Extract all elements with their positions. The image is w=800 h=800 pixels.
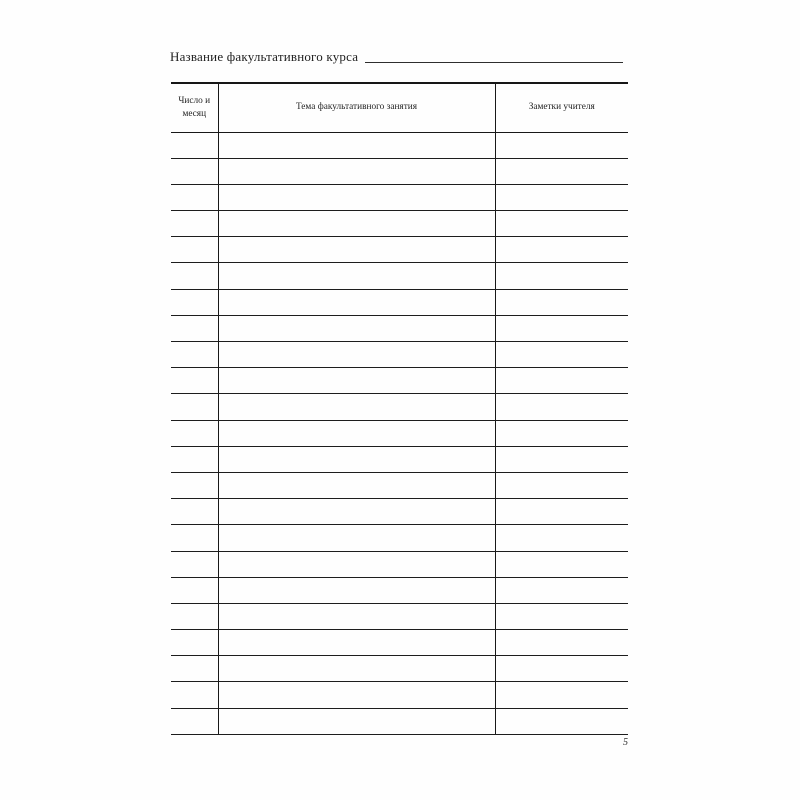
blank-cell-topic <box>218 342 495 368</box>
course-title-row <box>170 48 623 65</box>
blank-cell-topic <box>218 499 495 525</box>
blank-cell-notes <box>495 630 628 656</box>
table-row <box>171 472 628 498</box>
blank-cell-topic <box>218 472 495 498</box>
table-row <box>171 184 628 210</box>
blank-cell-topic <box>218 184 495 210</box>
blank-cell-notes <box>495 342 628 368</box>
blank-cell-topic <box>218 158 495 184</box>
blank-cell-date <box>171 551 218 577</box>
blank-cell-date <box>171 446 218 472</box>
blank-cell-topic <box>218 525 495 551</box>
table-row <box>171 708 628 734</box>
table-row <box>171 394 628 420</box>
blank-cell-topic <box>218 132 495 158</box>
page-title: Название факультативного курса <box>170 49 359 64</box>
blank-cell-topic <box>218 630 495 656</box>
blank-cell-topic <box>218 708 495 734</box>
table-row <box>171 158 628 184</box>
blank-cell-date <box>171 158 218 184</box>
table-row <box>171 499 628 525</box>
blank-cell-topic <box>218 682 495 708</box>
column-header-topic: Тема факультативного занятия <box>218 83 495 132</box>
blank-cell-date <box>171 525 218 551</box>
blank-cell-notes <box>495 708 628 734</box>
blank-cell-notes <box>495 682 628 708</box>
blank-cell-date <box>171 577 218 603</box>
blank-cell-topic <box>218 551 495 577</box>
blank-cell-date <box>171 708 218 734</box>
blank-cell-notes <box>495 315 628 341</box>
blank-cell-topic <box>218 289 495 315</box>
blank-cell-notes <box>495 472 628 498</box>
blank-cell-date <box>171 630 218 656</box>
blank-cell-notes <box>495 211 628 237</box>
table-row <box>171 289 628 315</box>
table-body <box>171 132 628 735</box>
blank-cell-topic <box>218 446 495 472</box>
table-row <box>171 577 628 603</box>
blank-cell-topic <box>218 211 495 237</box>
column-header-date: Число и месяц <box>171 83 218 132</box>
table-row <box>171 420 628 446</box>
blank-cell-notes <box>495 577 628 603</box>
blank-cell-notes <box>495 184 628 210</box>
table-row <box>171 263 628 289</box>
blank-cell-date <box>171 656 218 682</box>
blank-cell-date <box>171 132 218 158</box>
blank-cell-topic <box>218 420 495 446</box>
blank-cell-topic <box>218 315 495 341</box>
blank-cell-notes <box>495 263 628 289</box>
table-header-row <box>171 83 628 132</box>
blank-cell-date <box>171 472 218 498</box>
blank-cell-notes <box>495 132 628 158</box>
blank-cell-date <box>171 263 218 289</box>
blank-cell-notes <box>495 394 628 420</box>
blank-cell-notes <box>495 656 628 682</box>
blank-cell-notes <box>495 551 628 577</box>
table-row <box>171 551 628 577</box>
table-row <box>171 525 628 551</box>
blank-cell-topic <box>218 603 495 629</box>
blank-cell-notes <box>495 158 628 184</box>
table-row <box>171 603 628 629</box>
blank-cell-date <box>171 682 218 708</box>
lessons-table <box>171 82 628 735</box>
blank-cell-date <box>171 237 218 263</box>
blank-cell-topic <box>218 237 495 263</box>
blank-cell-date <box>171 184 218 210</box>
blank-cell-notes <box>495 289 628 315</box>
blank-cell-date <box>171 342 218 368</box>
table-row <box>171 342 628 368</box>
table-row <box>171 132 628 158</box>
table-row <box>171 211 628 237</box>
blank-cell-topic <box>218 263 495 289</box>
table-row <box>171 315 628 341</box>
blank-cell-date <box>171 315 218 341</box>
page-number: 5 <box>623 737 628 748</box>
blank-cell-notes <box>495 237 628 263</box>
blank-cell-notes <box>495 499 628 525</box>
blank-cell-date <box>171 289 218 315</box>
column-header-notes: Заметки учителя <box>495 83 628 132</box>
blank-cell-notes <box>495 603 628 629</box>
blank-cell-date <box>171 603 218 629</box>
blank-cell-topic <box>218 368 495 394</box>
table-row <box>171 630 628 656</box>
blank-cell-notes <box>495 525 628 551</box>
blank-cell-notes <box>495 420 628 446</box>
blank-cell-topic <box>218 577 495 603</box>
blank-cell-date <box>171 420 218 446</box>
table-row <box>171 368 628 394</box>
blank-cell-notes <box>495 368 628 394</box>
blank-cell-date <box>171 394 218 420</box>
course-name-blank-line <box>365 62 623 63</box>
blank-cell-date <box>171 211 218 237</box>
blank-cell-notes <box>495 446 628 472</box>
blank-cell-topic <box>218 394 495 420</box>
table-row <box>171 446 628 472</box>
blank-cell-date <box>171 499 218 525</box>
blank-cell-topic <box>218 656 495 682</box>
table-row <box>171 237 628 263</box>
table-row <box>171 656 628 682</box>
blank-cell-date <box>171 368 218 394</box>
table-row <box>171 682 628 708</box>
